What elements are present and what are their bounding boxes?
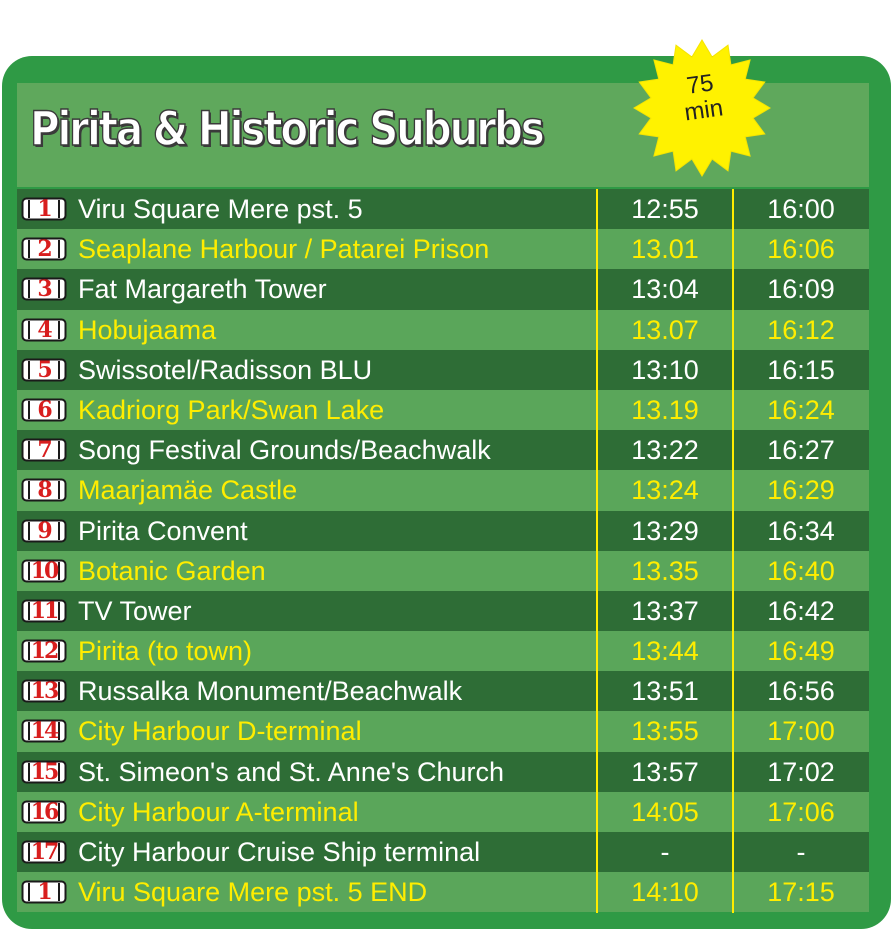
departure-time-1: 13:57 bbox=[631, 756, 699, 787]
stop-number-badge bbox=[21, 318, 67, 342]
stop-name: Maarjamäe Castle bbox=[78, 475, 298, 506]
duration-unit: min bbox=[682, 94, 725, 127]
table-row bbox=[17, 470, 869, 510]
departure-time-2: 16:24 bbox=[767, 394, 835, 425]
departure-time-2: 16:00 bbox=[767, 194, 835, 224]
table-row bbox=[17, 310, 869, 350]
stop-number-badge bbox=[21, 197, 67, 221]
stop-number: 11 bbox=[30, 597, 58, 624]
stop-number-badge bbox=[21, 639, 67, 663]
table-row bbox=[17, 229, 869, 269]
stop-number-badge bbox=[21, 358, 67, 382]
stop-number: 1 bbox=[37, 196, 51, 222]
stop-name: City Harbour A-terminal bbox=[78, 796, 359, 827]
departure-time-1: 13:44 bbox=[631, 636, 699, 667]
stop-name: Pirita Convent bbox=[78, 515, 248, 546]
table-row bbox=[17, 269, 869, 309]
stop-number: 2 bbox=[37, 236, 51, 263]
stop-number: 15 bbox=[30, 758, 58, 785]
route-title: Pirita & Historic Suburbs bbox=[30, 102, 543, 157]
stop-number-badge bbox=[21, 398, 67, 422]
departure-time-2: 16:27 bbox=[767, 435, 835, 466]
table-row bbox=[17, 350, 869, 390]
stop-name: St. Simeon's and St. Anne's Church bbox=[78, 756, 505, 787]
stop-name: Viru Square Mere pst. 5 END bbox=[78, 877, 428, 908]
departure-time-1: 13:10 bbox=[631, 354, 699, 385]
stop-name: City Harbour D-terminal bbox=[78, 716, 362, 747]
table-row bbox=[17, 752, 869, 792]
departure-time-2: 17:00 bbox=[767, 716, 835, 747]
stop-name: Botanic Garden bbox=[78, 555, 266, 586]
stop-number: 16 bbox=[30, 798, 58, 825]
stop-number: 13 bbox=[30, 678, 58, 705]
stop-name: Fat Margareth Tower bbox=[78, 274, 327, 305]
table-row bbox=[17, 189, 869, 229]
stop-number: 12 bbox=[30, 638, 58, 665]
stop-number: 9 bbox=[37, 517, 51, 544]
departure-time-2: 17:02 bbox=[767, 756, 835, 787]
departure-time-1: 14:10 bbox=[631, 877, 699, 908]
stop-number-badge bbox=[21, 519, 67, 543]
stop-number-badge bbox=[21, 679, 67, 703]
stop-number: 17 bbox=[30, 839, 58, 865]
stop-number-badge bbox=[21, 237, 67, 261]
stop-number: 4 bbox=[37, 316, 51, 343]
stop-name: TV Tower bbox=[78, 595, 192, 626]
stop-number-badge bbox=[21, 478, 67, 502]
stop-number-badge bbox=[21, 599, 67, 623]
departure-time-2: 16:09 bbox=[767, 274, 835, 305]
departure-time-2: 17:06 bbox=[767, 796, 835, 827]
departure-time-1: 13:29 bbox=[631, 515, 699, 546]
stop-number: 6 bbox=[37, 396, 51, 423]
timetable bbox=[17, 189, 869, 912]
stop-number: 10 bbox=[30, 557, 58, 584]
stop-number-badge bbox=[21, 800, 67, 824]
departure-time-2: 16:40 bbox=[767, 555, 835, 586]
departure-time-1: 13:04 bbox=[631, 274, 699, 305]
stop-name: Song Festival Grounds/Beachwalk bbox=[78, 435, 491, 466]
departure-time-2: 16:34 bbox=[767, 515, 835, 546]
stop-name: City Harbour Cruise Ship terminal bbox=[78, 837, 481, 867]
departure-time-1: 13:22 bbox=[631, 435, 699, 466]
duration-value: 75 bbox=[685, 69, 716, 100]
departure-time-1: 13:51 bbox=[631, 676, 699, 707]
departure-time-1: 13:55 bbox=[631, 716, 699, 747]
stop-number-badge bbox=[21, 840, 67, 864]
departure-time-2: 16:49 bbox=[767, 636, 835, 667]
departure-time-2: 16:06 bbox=[767, 234, 835, 265]
stop-name: Kadriorg Park/Swan Lake bbox=[78, 394, 385, 425]
stop-number-badge bbox=[21, 277, 67, 301]
stop-number: 7 bbox=[37, 437, 51, 464]
departure-time-1: 12:55 bbox=[631, 194, 699, 224]
table-row bbox=[17, 792, 869, 832]
departure-time-2: 16:42 bbox=[767, 595, 835, 626]
table-row bbox=[17, 671, 869, 711]
departure-time-1: 13.19 bbox=[631, 394, 699, 425]
departure-time-1: 13:37 bbox=[631, 595, 699, 626]
table-row bbox=[17, 551, 869, 591]
departure-time-2: 16:12 bbox=[767, 314, 835, 345]
departure-time-1: 13.35 bbox=[631, 555, 699, 586]
stop-number: 1 bbox=[37, 879, 51, 906]
stop-number: 5 bbox=[37, 356, 51, 383]
departure-time-1: 13.07 bbox=[631, 314, 699, 345]
stop-number-badge bbox=[21, 880, 67, 904]
stop-number: 8 bbox=[37, 477, 51, 504]
table-row bbox=[17, 711, 869, 751]
stop-name: Swissotel/Radisson BLU bbox=[78, 354, 373, 385]
departure-time-1: - bbox=[660, 837, 670, 867]
stop-number-badge bbox=[21, 719, 67, 743]
stop-number-badge bbox=[21, 760, 67, 784]
departure-time-2: 16:56 bbox=[767, 676, 835, 707]
stop-name: Pirita (to town) bbox=[78, 636, 253, 667]
departure-time-2: - bbox=[796, 837, 806, 867]
table-row bbox=[17, 832, 869, 872]
table-row bbox=[17, 591, 869, 631]
stop-number-badge bbox=[21, 438, 67, 462]
departure-time-2: 17:15 bbox=[767, 877, 835, 908]
stop-name: Russalka Monument/Beachwalk bbox=[78, 676, 463, 707]
table-row bbox=[17, 631, 869, 671]
departure-time-1: 13:24 bbox=[631, 475, 699, 506]
table-row bbox=[17, 511, 869, 551]
table-row bbox=[17, 872, 869, 912]
departure-time-1: 13.01 bbox=[631, 234, 699, 265]
column-divider bbox=[732, 189, 734, 913]
table-row bbox=[17, 390, 869, 430]
stop-number: 14 bbox=[30, 718, 58, 745]
stop-number: 3 bbox=[37, 276, 51, 303]
stop-number-badge bbox=[21, 559, 67, 583]
table-row bbox=[17, 430, 869, 470]
stop-name: Seaplane Harbour / Patarei Prison bbox=[78, 234, 490, 265]
stop-name: Hobujaama bbox=[78, 314, 217, 345]
departure-time-2: 16:15 bbox=[767, 354, 835, 385]
stop-name: Viru Square Mere pst. 5 bbox=[78, 194, 363, 224]
departure-time-1: 14:05 bbox=[631, 796, 699, 827]
departure-time-2: 16:29 bbox=[767, 475, 835, 506]
column-divider bbox=[596, 189, 598, 913]
